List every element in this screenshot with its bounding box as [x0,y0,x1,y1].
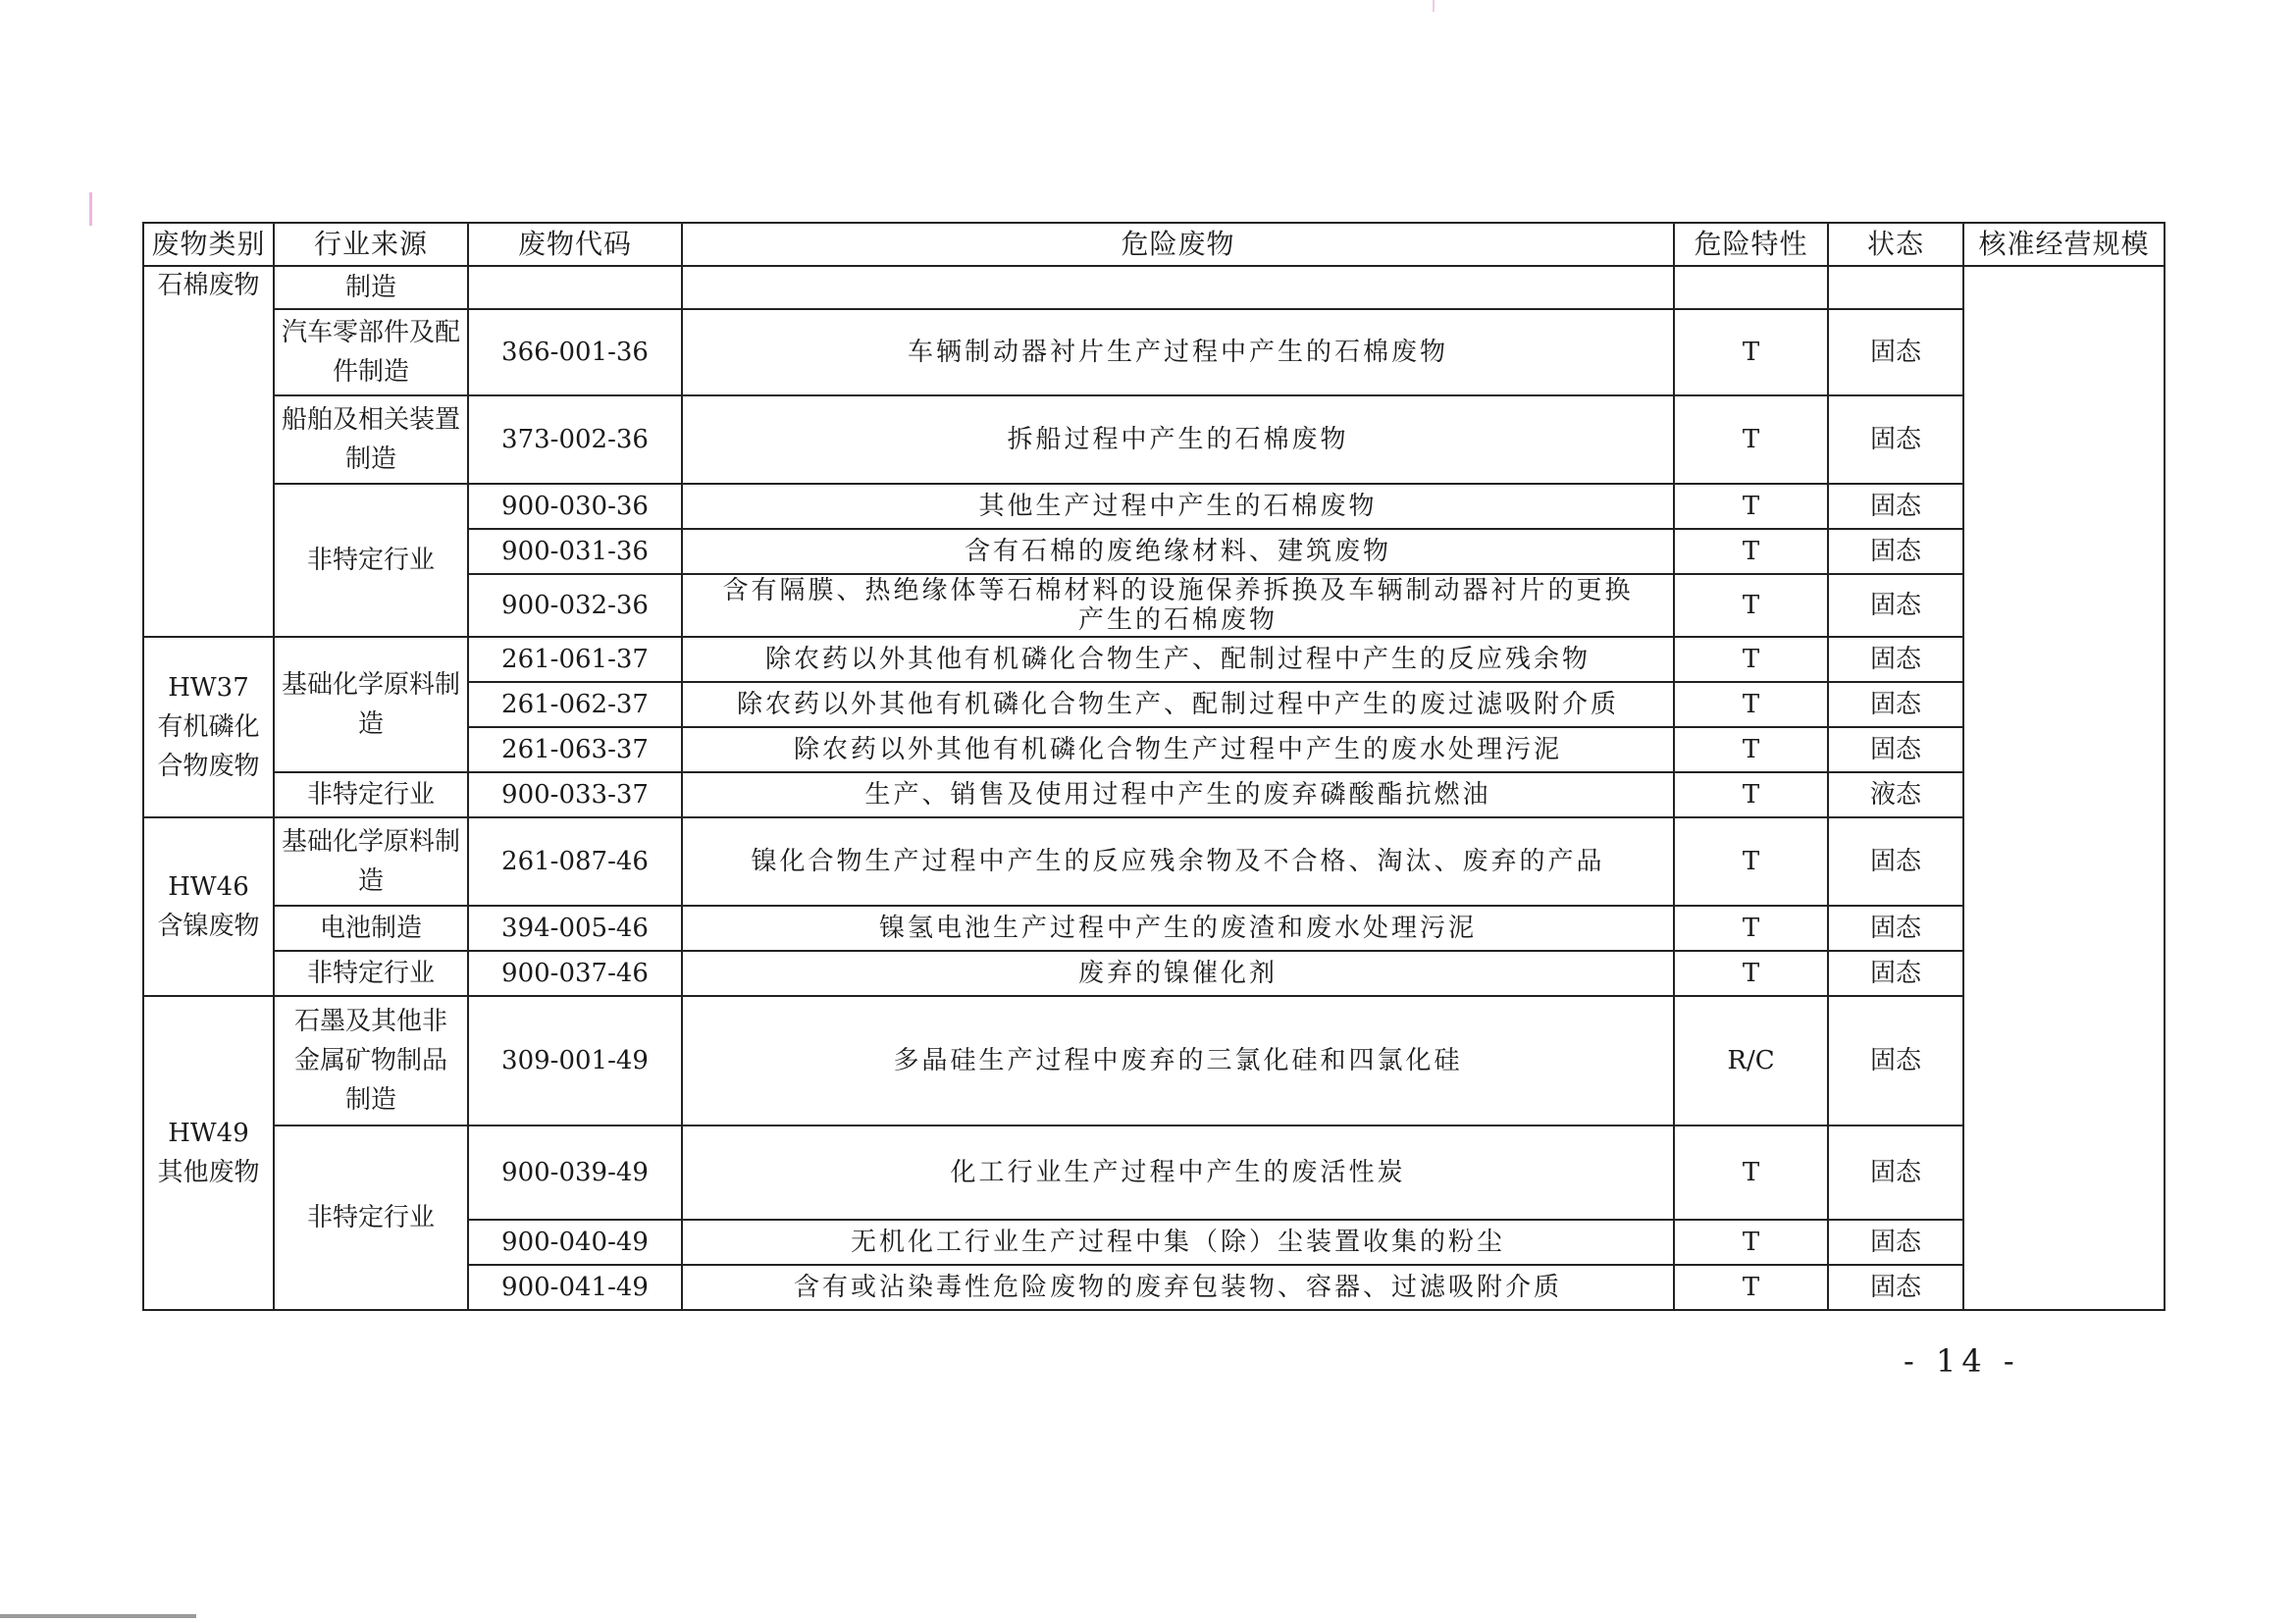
characteristic-cell: T [1674,951,1828,996]
code-cell [468,266,682,309]
characteristic-cell: T [1674,529,1828,574]
state-cell: 固态 [1828,1220,1963,1265]
header-row [143,223,2165,266]
code-cell: 900-030-36 [468,484,682,529]
code-cell: 900-037-46 [468,951,682,996]
state-cell: 固态 [1828,996,1963,1126]
category-cell [143,637,274,817]
hazardous-waste-table [142,222,2166,1311]
state-cell: 固态 [1828,574,1963,637]
characteristic-cell: T [1674,637,1828,682]
category-cell [143,266,274,637]
table-row [143,906,2165,951]
code-cell: 309-001-49 [468,996,682,1126]
category-name: 有机磷化合物废物 [157,712,260,781]
header-state: 状态 [1828,223,1963,266]
waste-cell: 含有隔膜、热绝缘体等石棉材料的设施保养拆换及车辆制动器衬片的更换产生的石棉废物 [682,574,1674,637]
code-cell: 900-039-49 [468,1126,682,1220]
page-number: - 14 - [1904,1342,2020,1380]
waste-cell: 废弃的镍催化剂 [682,951,1674,996]
category-code: HW37 [168,673,249,703]
header-scale: 核准经营规模 [1963,223,2165,266]
state-cell: 固态 [1828,484,1963,529]
scan-edge [0,1614,196,1618]
waste-cell: 含有石棉的废绝缘材料、建筑废物 [682,529,1674,574]
waste-cell: 除农药以外其他有机磷化合物生产、配制过程中产生的废过滤吸附介质 [682,682,1674,727]
characteristic-cell: T [1674,574,1828,637]
waste-cell: 化工行业生产过程中产生的废活性炭 [682,1126,1674,1220]
source-cell: 汽车零部件及配件制造 [274,309,468,395]
characteristic-cell: T [1674,395,1828,484]
state-cell [1828,266,1963,309]
scale-cell [1963,266,2165,1310]
state-cell: 固态 [1828,817,1963,906]
table-row [143,996,2165,1126]
code-cell: 900-031-36 [468,529,682,574]
category-name: 其他废物 [157,1158,260,1187]
table-row [143,484,2165,529]
header-waste: 危险废物 [682,223,1674,266]
code-cell: 261-062-37 [468,682,682,727]
characteristic-cell: T [1674,817,1828,906]
state-cell: 固态 [1828,395,1963,484]
code-cell: 394-005-46 [468,906,682,951]
category-name: 含镍废物 [157,912,260,941]
code-cell: 373-002-36 [468,395,682,484]
waste-cell: 含有或沾染毒性危险废物的废弃包装物、容器、过滤吸附介质 [682,1265,1674,1310]
category-code: HW49 [168,1119,249,1148]
waste-cell: 拆船过程中产生的石棉废物 [682,395,1674,484]
source-cell: 石墨及其他非金属矿物制品制造 [274,996,468,1126]
state-cell: 固态 [1828,1265,1963,1310]
table-row [143,817,2165,906]
category-cell [143,817,274,996]
waste-cell: 无机化工行业生产过程中集（除）尘装置收集的粉尘 [682,1220,1674,1265]
scan-mark-top [1433,0,1435,12]
source-cell: 非特定行业 [274,1126,468,1310]
characteristic-cell: T [1674,1126,1828,1220]
state-cell: 固态 [1828,906,1963,951]
table-row [143,951,2165,996]
waste-cell: 车辆制动器衬片生产过程中产生的石棉废物 [682,309,1674,395]
code-cell: 261-063-37 [468,727,682,772]
state-cell: 固态 [1828,1126,1963,1220]
code-cell: 900-033-37 [468,772,682,817]
state-cell: 固态 [1828,309,1963,395]
table-row [143,1126,2165,1220]
waste-cell: 其他生产过程中产生的石棉废物 [682,484,1674,529]
state-cell: 固态 [1828,727,1963,772]
characteristic-cell: T [1674,484,1828,529]
waste-cell [682,266,1674,309]
source-cell: 非特定行业 [274,772,468,817]
header-characteristic: 危险特性 [1674,223,1828,266]
code-cell: 900-040-49 [468,1220,682,1265]
source-cell: 电池制造 [274,906,468,951]
table-row [143,637,2165,682]
characteristic-cell: T [1674,309,1828,395]
characteristic-cell: T [1674,727,1828,772]
characteristic-cell: T [1674,682,1828,727]
state-cell: 液态 [1828,772,1963,817]
source-cell: 非特定行业 [274,951,468,996]
source-cell: 基础化学原料制造 [274,637,468,772]
waste-cell: 除农药以外其他有机磷化合物生产过程中产生的废水处理污泥 [682,727,1674,772]
category-code: HW46 [168,872,249,902]
scan-mark-left [89,192,92,226]
characteristic-cell [1674,266,1828,309]
waste-cell: 镍氢电池生产过程中产生的废渣和废水处理污泥 [682,906,1674,951]
category-name: 石棉废物 [157,271,260,300]
header-category: 废物类别 [143,223,274,266]
header-source: 行业来源 [274,223,468,266]
source-cell: 非特定行业 [274,484,468,637]
characteristic-cell: T [1674,906,1828,951]
state-cell: 固态 [1828,637,1963,682]
state-cell: 固态 [1828,951,1963,996]
header-code: 废物代码 [468,223,682,266]
state-cell: 固态 [1828,529,1963,574]
code-cell: 261-087-46 [468,817,682,906]
waste-cell: 镍化合物生产过程中产生的反应残余物及不合格、淘汰、废弃的产品 [682,817,1674,906]
table-row [143,395,2165,484]
waste-cell: 多晶硅生产过程中废弃的三氯化硅和四氯化硅 [682,996,1674,1126]
characteristic-cell: T [1674,1220,1828,1265]
table-row [143,772,2165,817]
characteristic-cell: T [1674,772,1828,817]
code-cell: 900-032-36 [468,574,682,637]
waste-cell: 生产、销售及使用过程中产生的废弃磷酸酯抗燃油 [682,772,1674,817]
category-cell [143,996,274,1310]
code-cell: 366-001-36 [468,309,682,395]
waste-cell: 除农药以外其他有机磷化合物生产、配制过程中产生的反应残余物 [682,637,1674,682]
table-row [143,309,2165,395]
source-cell: 船舶及相关装置制造 [274,395,468,484]
code-cell: 261-061-37 [468,637,682,682]
table-row [143,266,2165,309]
source-cell: 制造 [274,266,468,309]
characteristic-cell: T [1674,1265,1828,1310]
code-cell: 900-041-49 [468,1265,682,1310]
state-cell: 固态 [1828,682,1963,727]
characteristic-cell: R/C [1674,996,1828,1126]
source-cell: 基础化学原料制造 [274,817,468,906]
